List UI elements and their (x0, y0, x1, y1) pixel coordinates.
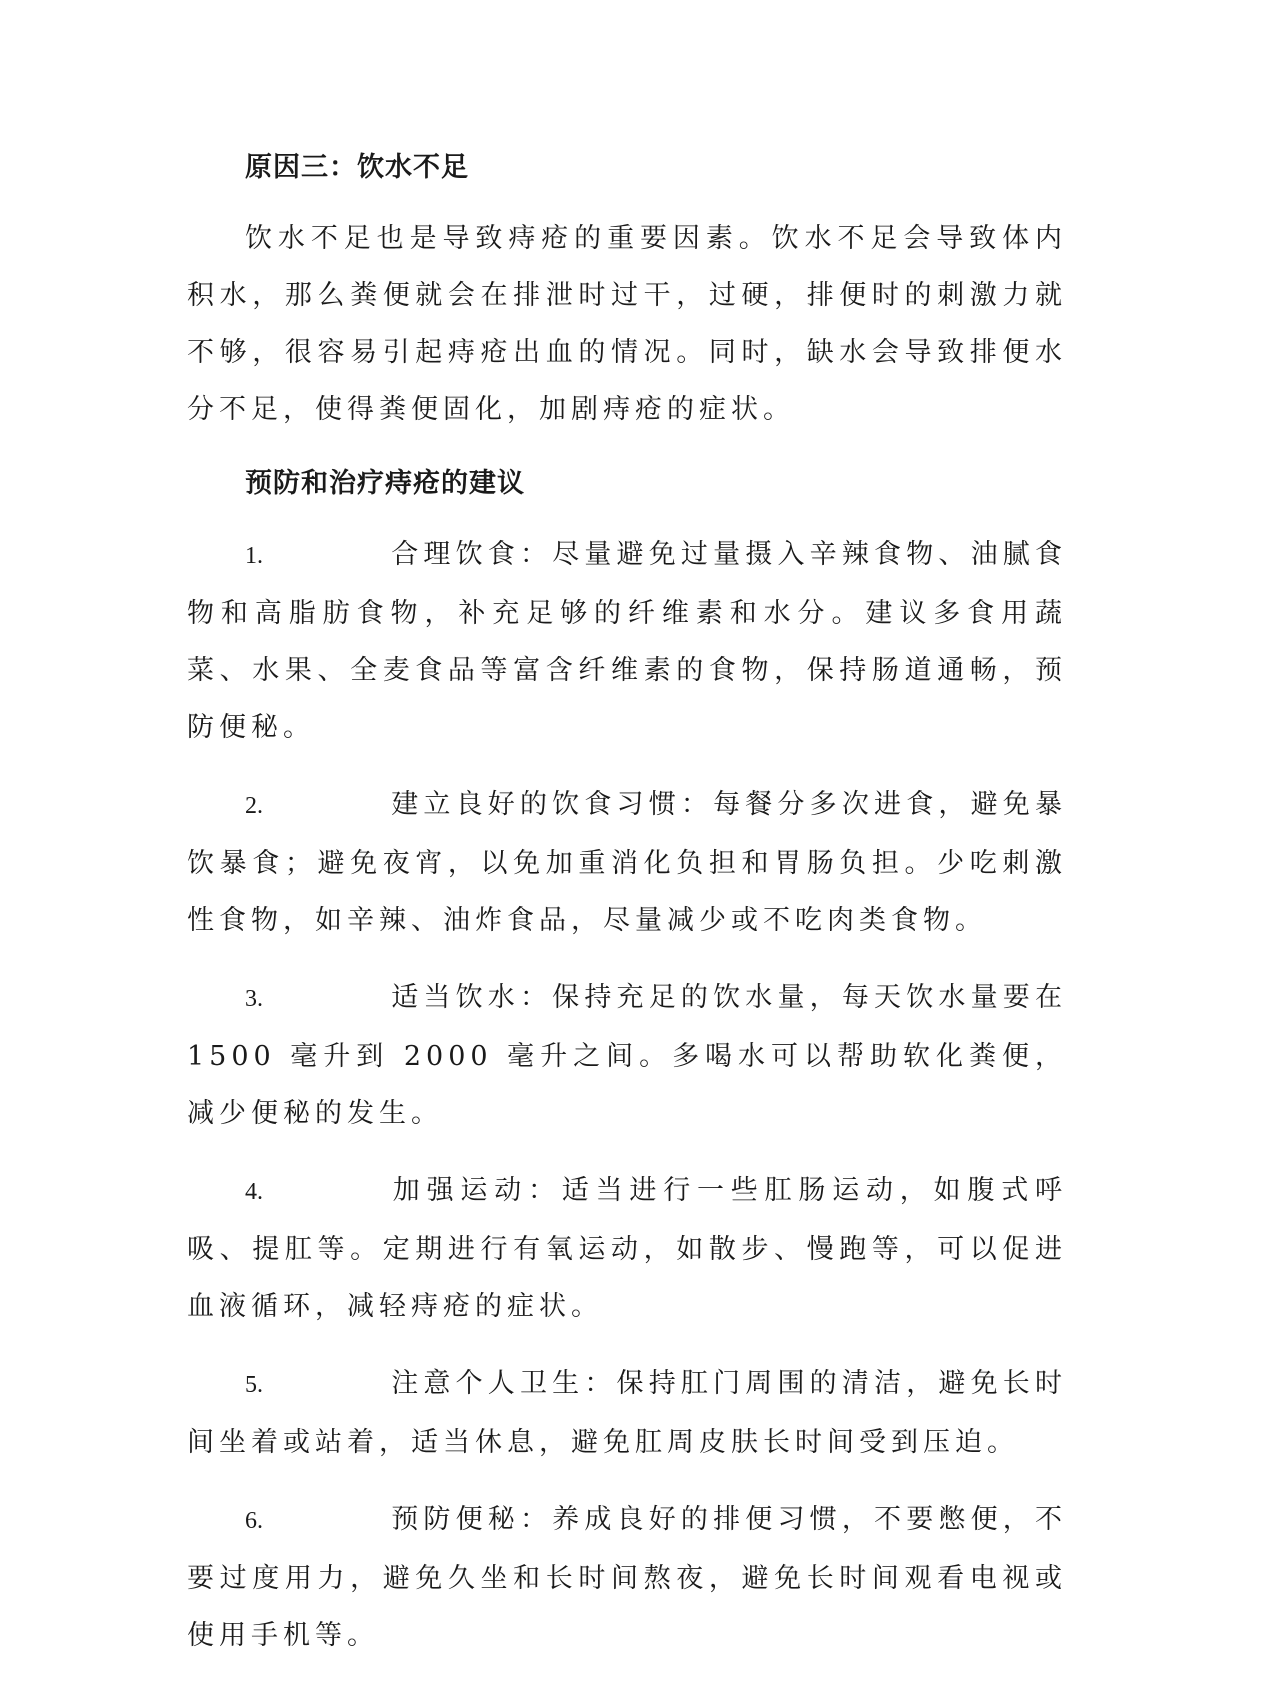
section-heading-advice: 预防和治疗痔疮的建议 (245, 468, 525, 499)
advice-item-text: 合理饮食：尽量避免过量摄入辛辣食物、油腻食物和高脂肪食物，补充足够的纤维素和水分。建议多食用蔬菜、水果、全麦食品等富含纤维素的食物，保持肠道通畅，预防便秘。 (187, 539, 1067, 743)
section-paragraph-cause-3: 饮水不足也是导致痔疮的重要因素。饮水不足会导致体内积水，那么粪便就会在排泄时过干，过硬，排便时的刺激力就不够，很容易引起痔疮出血的情况。同时，缺水会导致排便水分不足，使得粪便固化，加剧痔疮的症状。 (187, 223, 1067, 425)
advice-item-number: 5. (245, 1372, 263, 1398)
advice-item-text: 加强运动：适当进行一些肛肠运动，如腹式呼吸、提肛等。定期进行有氧运动，如散步、慢跑等，可以促进血液循环，减轻痔疮的症状。 (187, 1175, 1067, 1322)
document-page (187, 140, 1067, 1684)
advice-item-number: 3. (245, 986, 263, 1012)
advice-item-4 (187, 1162, 1067, 1335)
advice-item-1 (187, 526, 1067, 756)
advice-item-3 (187, 969, 1067, 1142)
advice-item-2 (187, 776, 1067, 949)
advice-item-number: 4. (245, 1179, 263, 1205)
advice-item-text: 适当饮水：保持充足的饮水量，每天饮水量要在 1500 毫升到 2000 毫升之间。多喝水可以帮助软化粪便，减少便秘的发生。 (187, 982, 1067, 1129)
advice-item-number: 1. (245, 543, 263, 569)
advice-item-text: 建立良好的饮食习惯：每餐分多次进食，避免暴饮暴食；避免夜宵，以免加重消化负担和胃肠负担。少吃刺激性食物，如辛辣、油炸食品，尽量减少或不吃肉类食物。 (187, 789, 1067, 936)
advice-item-text: 注意个人卫生：保持肛门周围的清洁，避免长时间坐着或站着，适当休息，避免肛周皮肤长时间受到压迫。 (187, 1368, 1067, 1458)
advice-item-text: 预防便秘：养成良好的排便习惯，不要憋便，不要过度用力，避免久坐和长时间熬夜，避免长时间观看电视或使用手机等。 (187, 1504, 1067, 1651)
advice-item-6 (187, 1491, 1067, 1664)
advice-item-5 (187, 1355, 1067, 1471)
section-heading-cause-3: 原因三：饮水不足 (245, 152, 469, 183)
advice-item-number: 6. (245, 1508, 263, 1534)
advice-item-number: 2. (245, 793, 263, 819)
